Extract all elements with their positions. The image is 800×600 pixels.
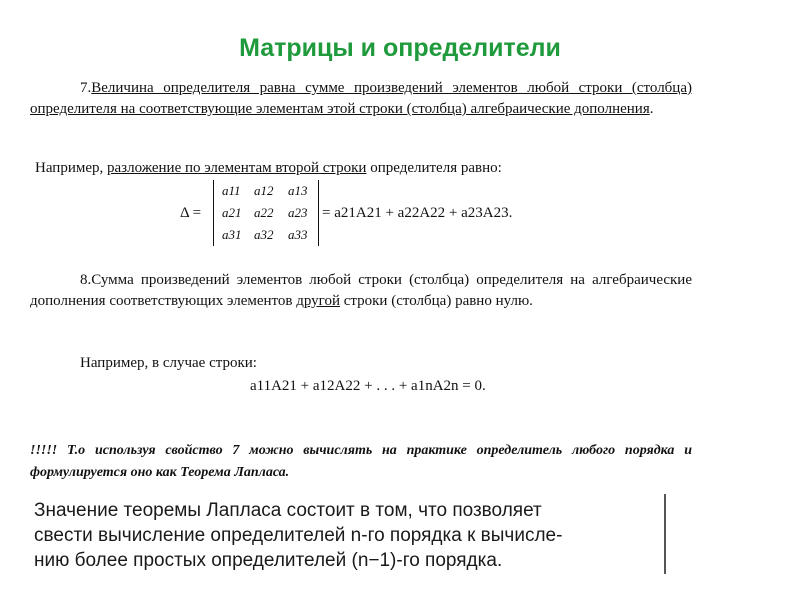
example-1-underlined: разложение по элементам второй строки bbox=[107, 160, 367, 176]
example-2: Например, в случае строки: bbox=[80, 355, 257, 371]
laplace-box bbox=[28, 494, 666, 574]
determinant-rhs: = a21A21 + a22A22 + a23A23. bbox=[322, 205, 513, 221]
example-1-suffix: определителя равно: bbox=[366, 160, 502, 176]
matrix-cell: a12 bbox=[254, 183, 274, 198]
laplace-line-1: Значение теоремы Лапласа состоит в том, что позволяет bbox=[34, 500, 542, 521]
laplace-line-3: нию более простых определителей (n−1)-го порядка. bbox=[34, 550, 503, 571]
determinant-lhs: Δ = bbox=[180, 205, 202, 221]
page-title: Матрицы и определители bbox=[239, 34, 561, 62]
property-7-end: . bbox=[649, 101, 654, 117]
property-7-text: Величина определителя равна сумме произведений элементов любой строки (столбца) определителя на соответствующие элементам этой строки (столбца) алгебраические дополнения bbox=[30, 80, 692, 117]
property-8-underlined: другой bbox=[296, 293, 340, 309]
property-8-part2: строки (столбца) равно нулю. bbox=[340, 293, 533, 309]
property-8-part1: 8.Сумма произведений элементов любой строки (столбца) определителя на алгебраические дополнения соответствующих элементов bbox=[30, 272, 692, 309]
equation-2: a11A21 + a12A22 + . . . + a1nA2n = 0. bbox=[250, 378, 486, 394]
matrix-cell: a23 bbox=[288, 205, 308, 220]
laplace-line-2: свести вычисление определителей n-го порядка к вычисле- bbox=[34, 525, 563, 546]
determinant-matrix bbox=[213, 180, 319, 246]
matrix-cell: a22 bbox=[254, 205, 274, 220]
matrix-cell: a33 bbox=[288, 227, 308, 242]
matrix-cell: a32 bbox=[254, 227, 274, 242]
laplace-note: !!!!! Т.о используя свойство 7 можно вычислять на практике определитель любого порядка и формулируется оно как Теорема Лапласа. bbox=[30, 443, 692, 480]
property-7 bbox=[30, 78, 692, 120]
matrix-cell: a31 bbox=[222, 227, 242, 242]
matrix-cell: a13 bbox=[288, 183, 308, 198]
property-8 bbox=[30, 270, 692, 312]
matrix-cell: a11 bbox=[222, 183, 241, 198]
example-1 bbox=[35, 160, 502, 177]
matrix-cell: a21 bbox=[222, 205, 242, 220]
property-7-number: 7. bbox=[80, 80, 92, 96]
example-1-prefix: Например, bbox=[35, 160, 107, 176]
